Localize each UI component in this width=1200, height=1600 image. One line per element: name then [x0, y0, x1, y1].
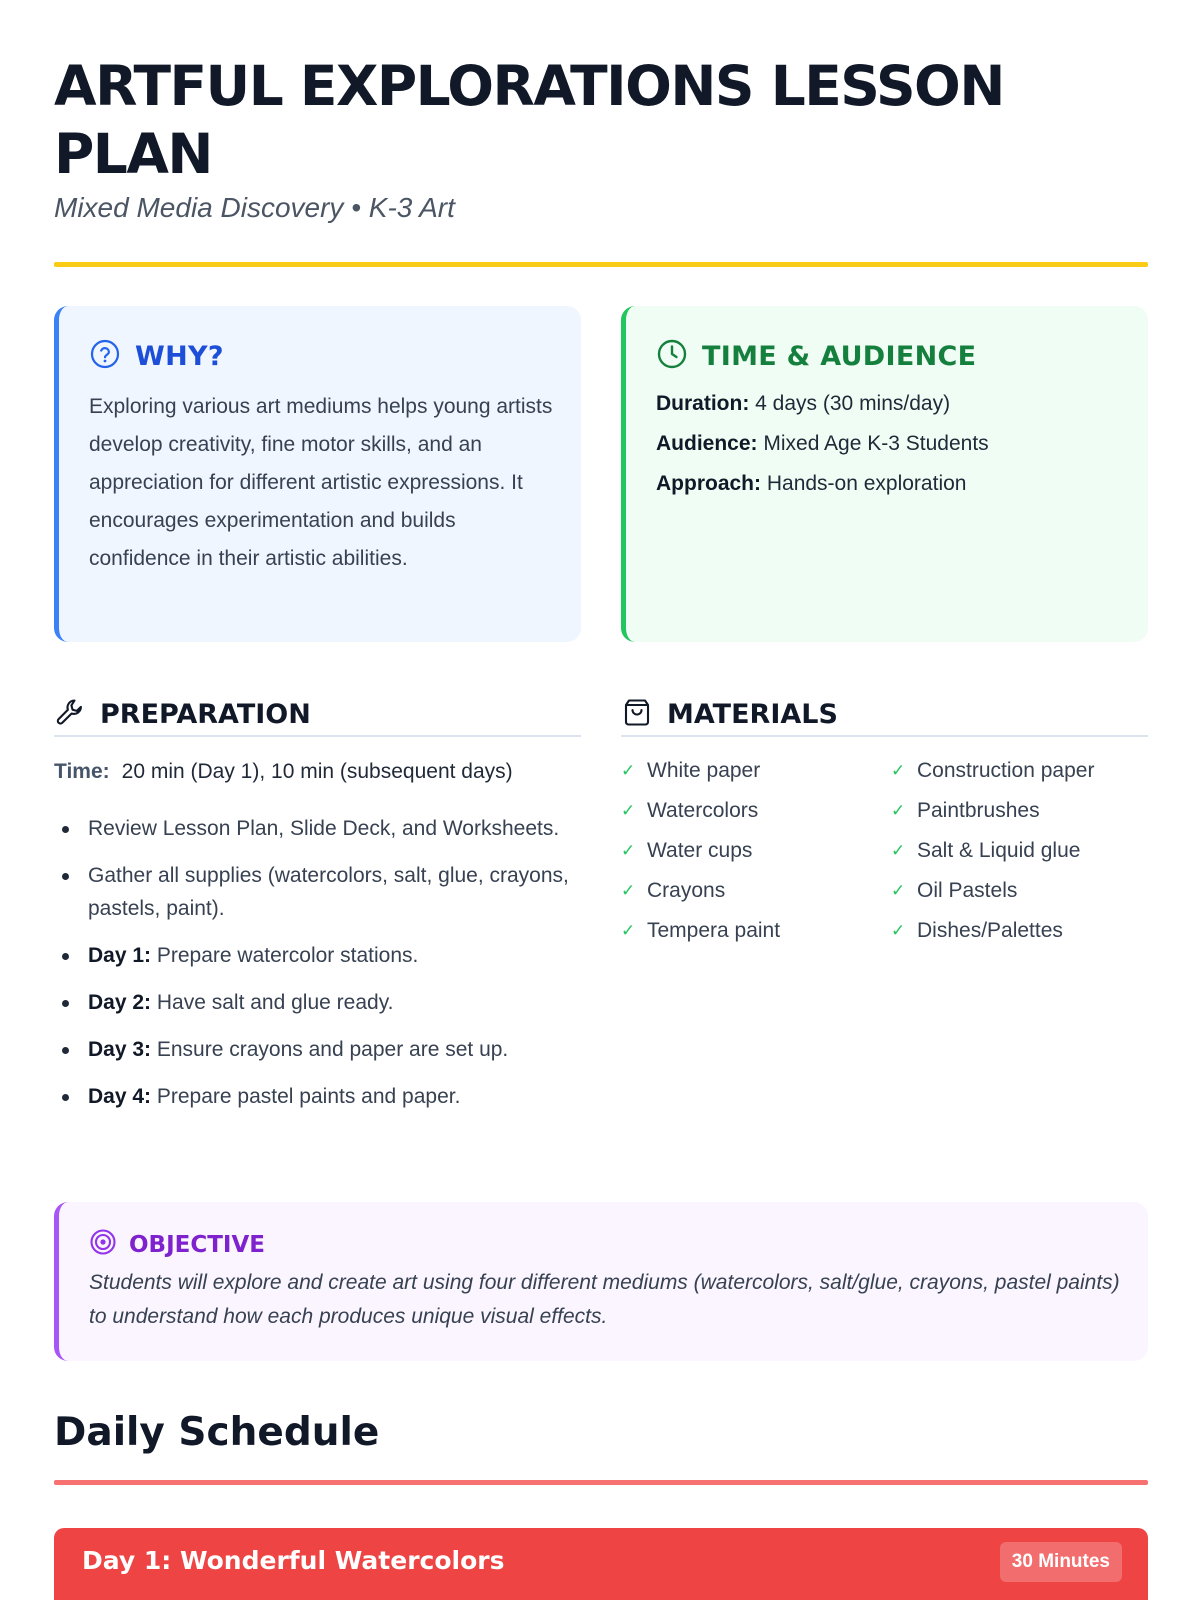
schedule-divider [54, 1480, 1148, 1485]
check-icon: ✓ [621, 841, 636, 860]
material-item [891, 917, 1148, 945]
question-circle-icon [89, 338, 121, 375]
page-subtitle: Mixed Media Discovery • K-3 Art [54, 192, 455, 223]
prep-item-lead: Day 2: [88, 991, 152, 1014]
duration-row [656, 384, 989, 424]
list-item [54, 859, 581, 925]
day-1-header [54, 1528, 1148, 1600]
preparation-title: PREPARATION [100, 699, 311, 730]
title-divider [54, 262, 1148, 267]
shopping-bag-icon [621, 696, 653, 733]
preparation-time-label: Time: [54, 760, 110, 783]
prep-item-text: Have salt and glue ready. [156, 991, 394, 1014]
day-title: Day 1: Wonderful Watercolors [82, 1546, 505, 1575]
material-item [891, 797, 1148, 825]
prep-item-text: Prepare pastel paints and paper. [156, 1085, 461, 1108]
materials-title: MATERIALS [667, 699, 838, 730]
check-icon: ✓ [891, 841, 906, 860]
materials-divider [621, 735, 1148, 737]
why-card-text: Exploring various art mediums helps young artists develop creativity, fine motor skills, and an appreciation for different artistic expressions. It encourages experimentation and builds confidence in their artistic abilities. [89, 395, 553, 570]
audience-row [656, 424, 989, 464]
page-title: ARTFUL EXPLORATIONS LESSON PLAN [54, 54, 1004, 186]
material-label: Water cups [647, 839, 753, 862]
check-icon: ✓ [621, 881, 636, 900]
materials-list [621, 757, 1148, 945]
list-item [54, 812, 581, 845]
material-label: Salt & Liquid glue [917, 839, 1081, 862]
prep-item-text: Prepare watercolor stations. [156, 944, 419, 967]
material-item [621, 837, 891, 865]
list-item [54, 1080, 581, 1113]
materials-header [621, 696, 838, 733]
material-label: Tempera paint [647, 919, 781, 942]
check-icon: ✓ [621, 761, 636, 780]
check-icon: ✓ [891, 921, 906, 940]
check-icon: ✓ [891, 801, 906, 820]
check-icon: ✓ [621, 921, 636, 940]
why-card-title: WHY? [135, 341, 224, 372]
target-icon [89, 1228, 117, 1261]
material-item [891, 757, 1148, 785]
prep-item-text: Review Lesson Plan, Slide Deck, and Worksheets. [88, 817, 560, 840]
wrench-icon [54, 696, 86, 733]
list-item [54, 939, 581, 972]
objective-title: OBJECTIVE [129, 1231, 265, 1258]
prep-item-lead: Day 3: [88, 1038, 152, 1061]
list-item [54, 986, 581, 1019]
schedule-title: Daily Schedule [54, 1410, 380, 1455]
preparation-time [54, 760, 513, 784]
why-card-header [89, 338, 224, 375]
audience-value: Mixed Age K-3 Students [763, 432, 989, 455]
preparation-header [54, 696, 311, 733]
material-label: Watercolors [647, 799, 759, 822]
material-label: White paper [647, 759, 761, 782]
preparation-divider [54, 735, 581, 737]
audience-label: Audience: [656, 432, 758, 455]
time-audience-header [656, 338, 976, 375]
material-item [891, 877, 1148, 905]
preparation-list [54, 812, 581, 1127]
material-label: Dishes/Palettes [917, 919, 1063, 942]
material-item [621, 757, 891, 785]
material-item [621, 917, 891, 945]
check-icon: ✓ [891, 761, 906, 780]
duration-badge: 30 Minutes [1000, 1542, 1122, 1582]
prep-item-text: Gather all supplies (watercolors, salt, glue, crayons, pastels, paint). [88, 864, 569, 920]
prep-item-lead: Day 1: [88, 944, 152, 967]
prep-item-text: Ensure crayons and paper are set up. [156, 1038, 509, 1061]
why-card [54, 306, 581, 642]
material-label: Crayons [647, 879, 726, 902]
duration-value: 4 days (30 mins/day) [755, 392, 951, 415]
time-audience-card [621, 306, 1148, 642]
material-item [621, 797, 891, 825]
preparation-time-value: 20 min (Day 1), 10 min (subsequent days) [121, 760, 513, 783]
approach-row [656, 464, 989, 504]
time-audience-title: TIME & AUDIENCE [702, 341, 977, 372]
approach-value: Hands-on exploration [766, 472, 967, 495]
check-icon: ✓ [621, 801, 636, 820]
material-label: Construction paper [917, 759, 1095, 782]
objective-text: Students will explore and create art using four different mediums (watercolors, salt/glue, crayons, pastel paints) to understand how each produces unique visual effects. [89, 1271, 1120, 1328]
material-item [621, 877, 891, 905]
check-icon: ✓ [891, 881, 906, 900]
time-audience-details [656, 384, 989, 504]
approach-label: Approach: [656, 472, 761, 495]
duration-label: Duration: [656, 392, 750, 415]
clock-icon [656, 338, 688, 375]
material-item [891, 837, 1148, 865]
objective-card [54, 1202, 1148, 1361]
material-label: Oil Pastels [917, 879, 1018, 902]
prep-item-lead: Day 4: [88, 1085, 152, 1108]
material-label: Paintbrushes [917, 799, 1040, 822]
list-item [54, 1033, 581, 1066]
objective-header [89, 1228, 265, 1261]
